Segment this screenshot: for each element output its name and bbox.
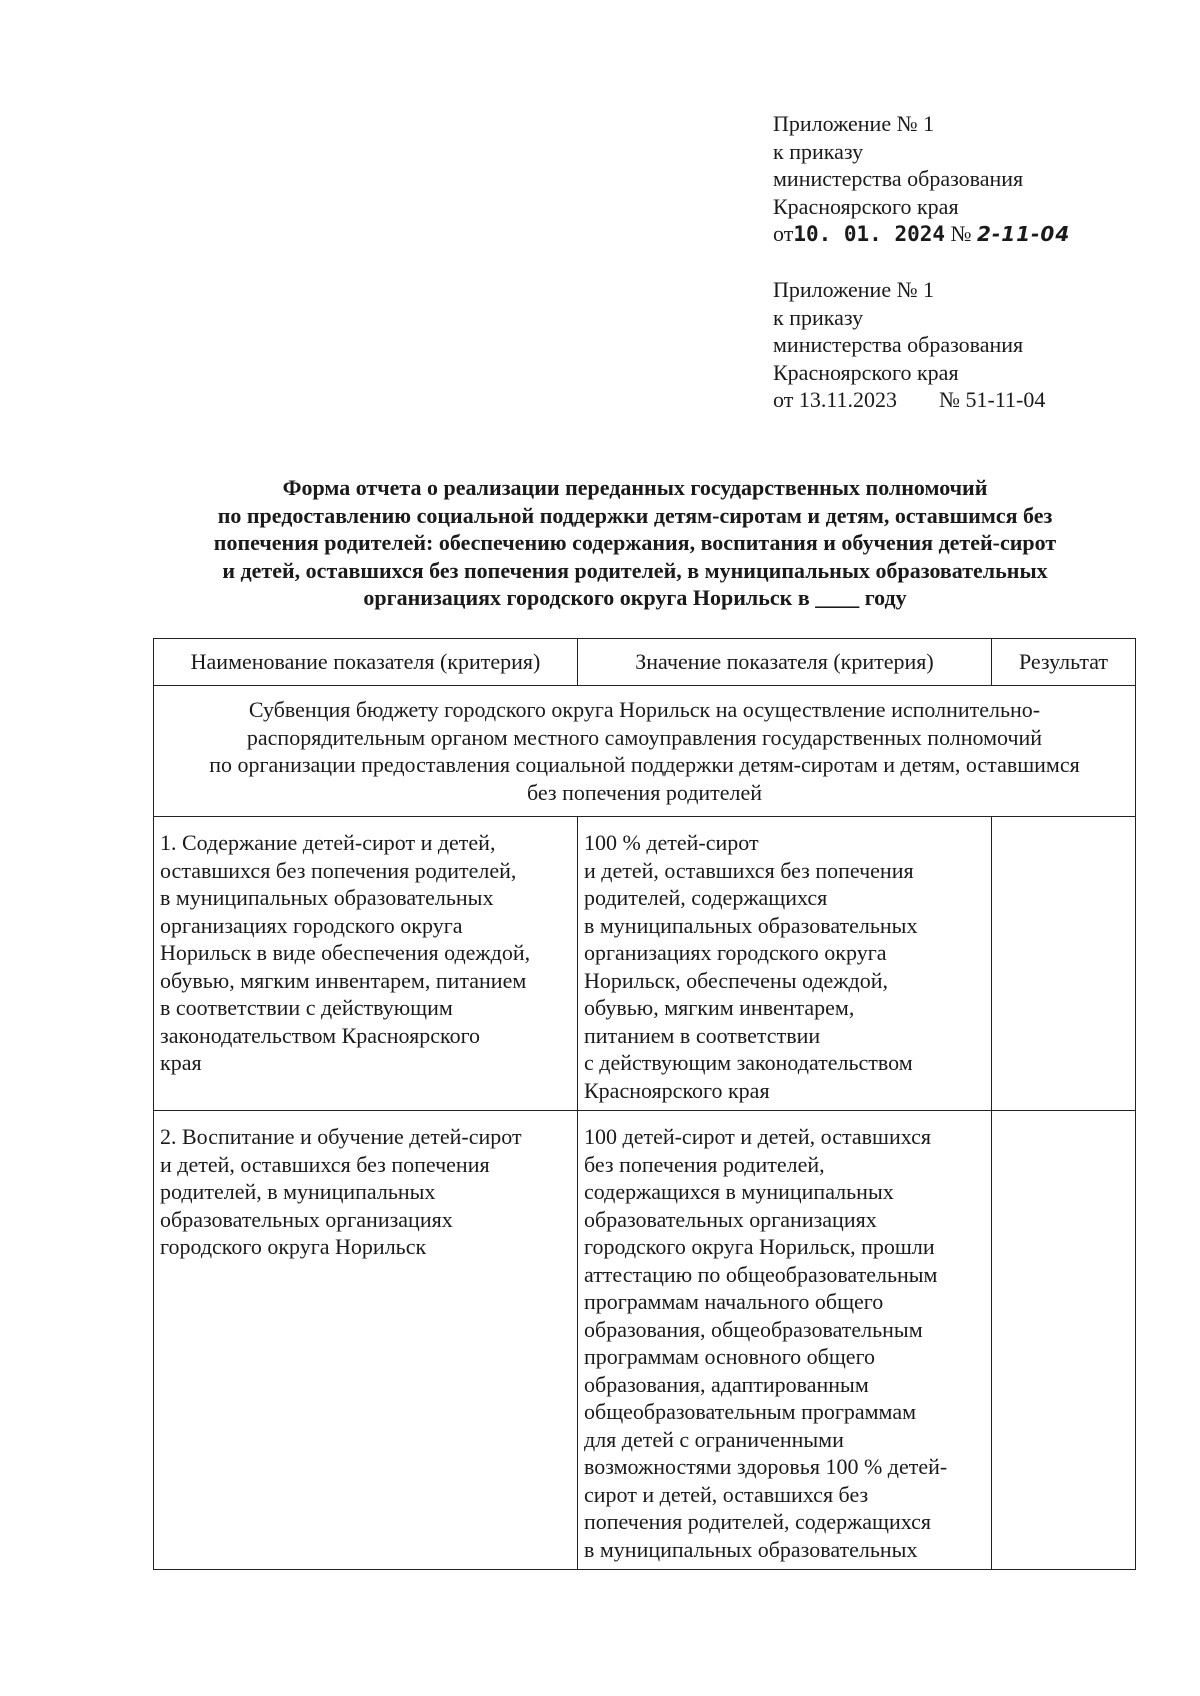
table-row [154, 817, 1136, 1111]
title-line: попечения родителей: обеспечению содержания, воспитания и обучения детей-сирот [213, 530, 1057, 555]
title-line: и детей, оставшихся без попечения родителей, в муниципальных образовательных [222, 557, 1048, 583]
value-line: в муниципальных образовательных [584, 912, 918, 938]
annex-line: Приложение № 1 [773, 277, 935, 302]
annex-date-line [773, 386, 1045, 414]
value-line: и детей, оставшихся без попечения [584, 857, 914, 883]
subvention-row [154, 686, 1136, 817]
value-cell [578, 1111, 992, 1570]
value-line: общеобразовательным программам [584, 1399, 917, 1424]
criterion-line: образовательных организациях [160, 1206, 453, 1232]
handwritten-number: 2-11-04 [977, 222, 1071, 246]
value-line: образования, адаптированным [584, 1371, 869, 1397]
criterion-line: законодательством Красноярского [160, 1022, 481, 1048]
value-line: без попечения родителей, [584, 1151, 825, 1177]
subvention-line: по организации предоставления социальной поддержки детям-сиротам и детям, оставшимся [209, 752, 1080, 777]
value-line: 100 детей-сирот и детей, оставшихся [584, 1124, 931, 1149]
value-line: содержащихся в муниципальных [584, 1179, 894, 1204]
annex-line: министерства образования [773, 332, 1024, 357]
number-prefix: № [950, 221, 972, 246]
criterion-line: организациях городского округа [160, 912, 463, 938]
criterion-line: края [160, 1050, 202, 1075]
criterion-line: родителей, в муниципальных [160, 1179, 436, 1204]
subvention-cell [154, 686, 1136, 817]
value-line: для детей с ограниченными [584, 1426, 844, 1452]
subvention-line: без попечения родителей [526, 779, 763, 805]
header-result: Результат [992, 639, 1136, 686]
value-line: возможностями здоровья 100 % детей- [584, 1454, 948, 1479]
value-line: 100 % детей-сирот [584, 830, 759, 855]
criterion-line: в соответствии с действующим [160, 995, 453, 1020]
annex-line: Приложение № 1 [773, 111, 935, 136]
criterion-line: и детей, оставшихся без попечения [160, 1151, 490, 1177]
annex-header-current [773, 110, 1070, 249]
value-line: программам основного общего [584, 1344, 876, 1369]
criterion-line: Норильск в виде обеспечения одеждой, [160, 940, 531, 965]
value-line: образовательных организациях [584, 1206, 877, 1232]
title-line: по предоставлению социальной поддержки детям-сиротам и детям, оставшимся без [217, 502, 1053, 528]
value-cell [578, 817, 992, 1111]
header-value: Значение показателя (критерия) [578, 639, 992, 686]
value-line: сирот и детей, оставшихся без [584, 1481, 869, 1507]
criterion-line: обувью, мягким инвентарем, питанием [160, 967, 527, 993]
value-line: городского округа Норильск, прошли [584, 1234, 935, 1259]
annex-header-previous [773, 276, 1045, 414]
annex-line: к приказу [773, 304, 864, 330]
value-line: с действующим законодательством [584, 1050, 913, 1075]
value-line: программам начального общего [584, 1289, 884, 1314]
form-title [150, 474, 1120, 612]
value-line: родителей, содержащихся [584, 885, 828, 910]
result-cell[interactable] [992, 1111, 1136, 1570]
date-stamp: 10. 01. 2024 [793, 222, 946, 246]
previous-number: № 51-11-04 [939, 387, 1046, 412]
header-criterion: Наименование показателя (критерия) [154, 639, 578, 686]
result-cell[interactable] [992, 817, 1136, 1111]
criterion-line: 1. Содержание детей-сирот и детей, [160, 830, 496, 855]
date-prefix: от [773, 221, 794, 246]
criterion-cell [154, 817, 578, 1111]
value-line: Красноярского края [584, 1077, 770, 1103]
criterion-line: оставшихся без попечения родителей, [160, 857, 517, 883]
previous-date: от 13.11.2023 [773, 387, 898, 412]
value-line: образования, общеобразовательным [584, 1316, 923, 1342]
annex-line: министерства образования [773, 166, 1024, 191]
criterion-line: 2. Воспитание и обучение детей-сирот [160, 1124, 522, 1149]
title-line: организациях городского округа Норильск в ____ году [363, 585, 907, 610]
value-line: аттестацию по общеобразовательным [584, 1261, 938, 1287]
value-line: организациях городского округа [584, 940, 887, 965]
annex-line: Красноярского края [773, 193, 959, 219]
criterion-line: городского округа Норильск [160, 1234, 427, 1259]
criterion-cell [154, 1111, 578, 1570]
title-line: Форма отчета о реализации переданных государственных полномочий [282, 475, 988, 500]
table-header-row [154, 639, 1136, 686]
report-table [153, 638, 1136, 1570]
value-line: питанием в соответствии [584, 1022, 821, 1048]
subvention-line: распорядительным органом местного самоуправления государственных полномочий [246, 724, 1043, 750]
table-row [154, 1111, 1136, 1570]
subvention-line: Субвенция бюджету городского округа Норильск на осуществление исполнительно- [248, 697, 1041, 722]
value-line: попечения родителей, содержащихся [584, 1509, 932, 1534]
value-line: обувью, мягким инвентарем, [584, 995, 855, 1020]
value-line: Норильск, обеспечены одеждой, [584, 967, 888, 993]
value-line: в муниципальных образовательных [584, 1536, 918, 1562]
annex-date-line [773, 220, 1070, 249]
criterion-line: в муниципальных образовательных [160, 885, 494, 910]
annex-line: к приказу [773, 138, 864, 164]
annex-line: Красноярского края [773, 359, 959, 385]
